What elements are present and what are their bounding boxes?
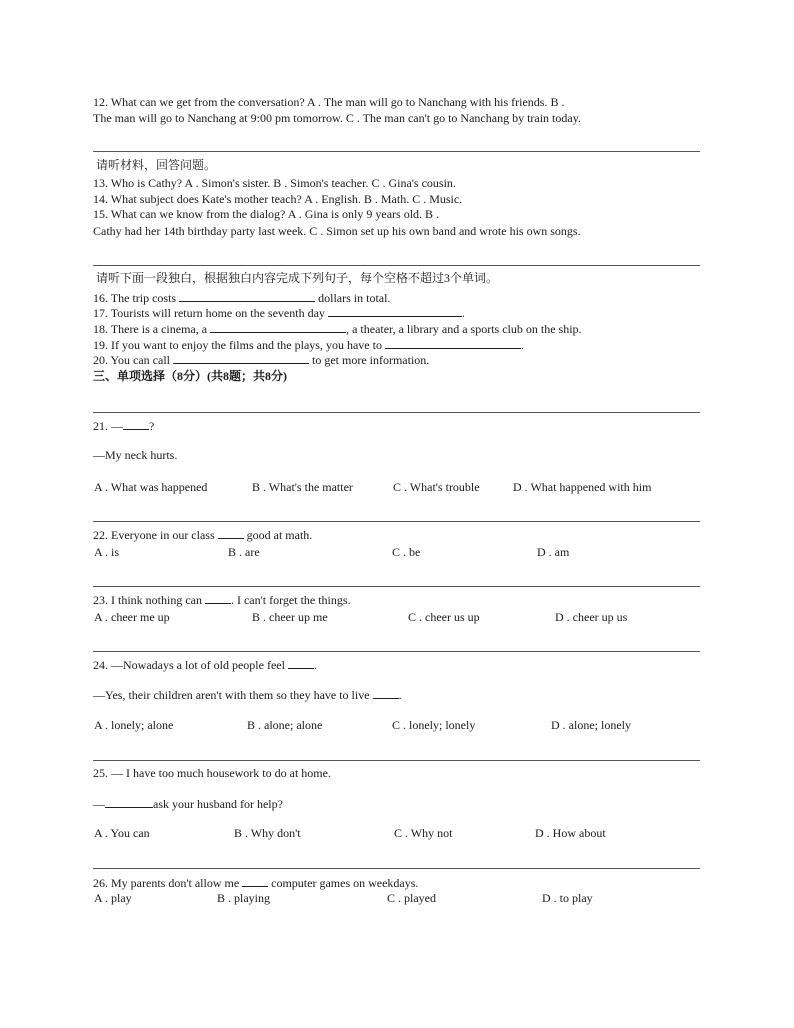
q22-option-d[interactable]: D . am [537,545,570,559]
q23-option-d[interactable]: D . cheer up us [555,610,628,624]
q23-option-b[interactable]: B . cheer up me [252,610,328,624]
q25-reply-after: ask your husband for help? [153,797,283,811]
question-15-line-1: 15. What can we know from the dialog? A . Gina is only 9 years old. B . [93,207,440,221]
q26-text-after: computer games on weekdays. [271,876,419,890]
question-20 [93,352,429,368]
q26-option-b[interactable]: B . playing [217,891,270,905]
divider [93,521,700,522]
q24-option-b[interactable]: B . alone; alone [247,718,323,732]
divider [93,265,700,266]
divider [93,412,700,413]
question-25: 25. — I have too much housework to do at home. [93,766,331,780]
question-15-line-2: Cathy had her 14th birthday party last week. C . Simon set up his own band and wrote his own songs. [93,224,581,238]
q25-option-c[interactable]: C . Why not [394,826,453,840]
divider [93,868,700,869]
q21-option-b[interactable]: B . What's the matter [252,480,353,494]
section-b-instruction: 请听下面一段独白，根据独白内容完成下列句子，每个空格不超过3个单词。 [96,271,499,285]
answer-blank-23[interactable] [205,592,231,604]
answer-blank-18[interactable] [210,321,346,333]
q23-text-after: . I can't forget the things. [230,593,351,607]
q17-text-before: 17. Tourists will return home on the seventh day [93,306,325,320]
q24-option-d[interactable]: D . alone; lonely [551,718,631,732]
q26-text-before: 26. My parents don't allow me [93,876,240,890]
q23-text-before: 23. I think nothing can [93,593,202,607]
q12-line-1: 12. What can we get from the conversation? A . The man will go to Nanchang with his friends. B . [93,95,565,109]
question-22 [93,527,312,543]
q25-reply-before: — [93,797,105,811]
answer-blank-24a[interactable] [288,657,314,669]
q19-text-after: . [520,338,524,352]
q26-option-a[interactable]: A . play [94,891,132,905]
q18-text-before: 18. There is a cinema, a [93,322,208,336]
q17-text-after: . [461,306,465,320]
question-25-reply [93,796,283,812]
section-three-heading: 三、单项选择（8分）(共8题；共8分) [93,369,287,383]
question-14: 14. What subject does Kate's mother teach? A . English. B . Math. C . Music. [93,192,463,206]
question-21-reply: —My neck hurts. [93,448,178,462]
q22-option-c[interactable]: C . be [392,545,421,559]
q24-option-c[interactable]: C . lonely; lonely [392,718,476,732]
q26-option-d[interactable]: D . to play [542,891,593,905]
q22-text-before: 22. Everyone in our class [93,528,215,542]
q21-option-a[interactable]: A . What was happened [94,480,208,494]
q21-option-d[interactable]: D . What happened with him [513,480,652,494]
answer-blank-22[interactable] [218,527,244,539]
question-18 [93,321,582,337]
question-23 [93,592,351,608]
q22-option-b[interactable]: B . are [228,545,260,559]
q24-text-before: 24. —Nowadays a lot of old people feel [93,658,285,672]
q16-text-after: dollars in total. [318,291,391,305]
q12-line-2: The man will go to Nanchang at 9:00 pm tomorrow. C . The man can't go to Nanchang by train today. [93,111,581,125]
answer-blank-20[interactable] [173,352,309,364]
answer-blank-16[interactable] [179,290,315,302]
q18-text-after: , a theater, a library and a sports club on the ship. [346,322,582,336]
q21-text-after: ? [149,419,155,433]
answer-blank-24b[interactable] [373,687,399,699]
q19-text-before: 19. If you want to enjoy the films and the plays, you have to [93,338,382,352]
question-17 [93,305,465,321]
answer-blank-25[interactable] [105,796,153,808]
q25-option-a[interactable]: A . You can [94,826,150,840]
question-16 [93,290,390,306]
q20-text-after: to get more information. [312,353,430,367]
q16-text-before: 16. The trip costs [93,291,177,305]
q22-text-after: good at math. [246,528,313,542]
answer-blank-21[interactable] [123,418,149,430]
q24-text-after: . [313,658,317,672]
divider [93,651,700,652]
question-21 [93,418,154,434]
divider [93,586,700,587]
q22-option-a[interactable]: A . is [94,545,120,559]
question-13: 13. Who is Cathy? A . Simon's sister. B . Simon's teacher. C . Gina's cousin. [93,176,456,190]
q21-text-before: 21. — [93,419,123,433]
q23-option-a[interactable]: A . cheer me up [94,610,170,624]
answer-blank-26[interactable] [242,875,268,887]
q24-option-a[interactable]: A . lonely; alone [94,718,174,732]
answer-blank-19[interactable] [385,337,521,349]
q25-option-d[interactable]: D . How about [535,826,606,840]
q21-option-c[interactable]: C . What's trouble [393,480,480,494]
divider [93,151,700,152]
q25-option-b[interactable]: B . Why don't [234,826,301,840]
question-24 [93,657,317,673]
q26-option-c[interactable]: C . played [387,891,436,905]
answer-blank-17[interactable] [328,305,462,317]
q23-option-c[interactable]: C . cheer us up [408,610,480,624]
q20-text-before: 20. You can call [93,353,170,367]
question-24-reply [93,687,402,703]
q24-reply-before: —Yes, their children aren't with them so they have to live [93,688,370,702]
divider [93,760,700,761]
q24-reply-after: . [398,688,402,702]
question-19 [93,337,524,353]
question-26 [93,875,418,891]
section-a-instruction: 请听材料，回答问题。 [96,158,217,172]
